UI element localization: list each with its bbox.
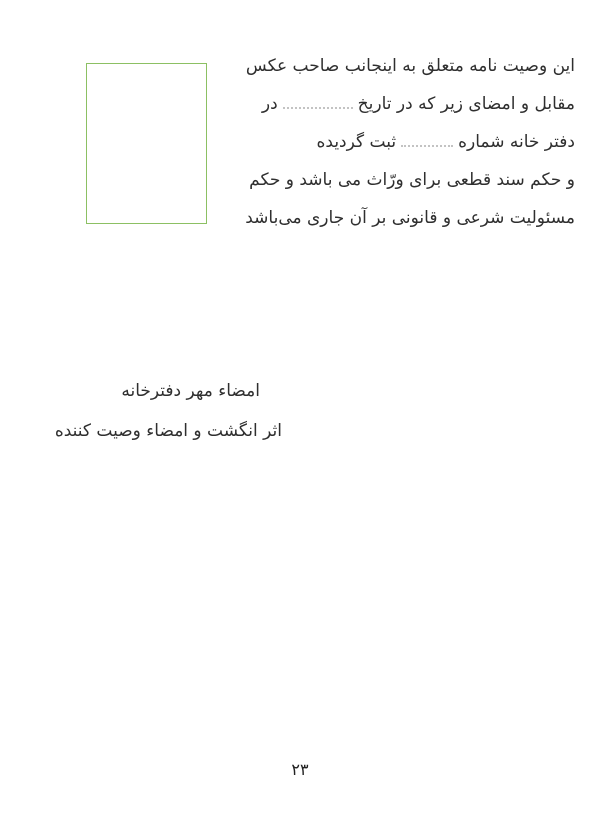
notary-seal-signature-line: امضاء مهر دفترخانه	[121, 381, 260, 401]
dotted-blank-office-number-field	[401, 133, 453, 147]
paragraph-line-5: مسئولیت شرعی و قانونی بر آن جاری می‌باشد	[245, 208, 575, 228]
paragraph-line-3-text: دفتر خانه شماره	[458, 132, 575, 152]
testator-fingerprint-signature-line: اثر انگشت و امضاء وصیت کننده	[54, 421, 282, 441]
paragraph-line-2-tail: در	[261, 94, 278, 114]
dotted-blank-date-field	[283, 95, 353, 109]
paragraph-line-2-text: مقابل و امضای زیر که در تاریخ	[357, 94, 575, 114]
paragraph-line-1: این وصیت نامه متعلق به اینجانب صاحب عکس	[245, 56, 575, 76]
paragraph-line-3-tail: ثبت گردیده	[316, 132, 397, 152]
will-declaration-paragraph	[245, 47, 575, 237]
photo-placeholder-box	[86, 63, 207, 224]
paragraph-line-2	[245, 85, 575, 123]
signature-block	[54, 371, 282, 451]
paragraph-line-4: و حکم سند قطعی برای ورّاث می باشد و حکم	[249, 170, 575, 190]
paragraph-line-3	[245, 123, 575, 161]
page-number: ۲۳	[291, 760, 309, 779]
